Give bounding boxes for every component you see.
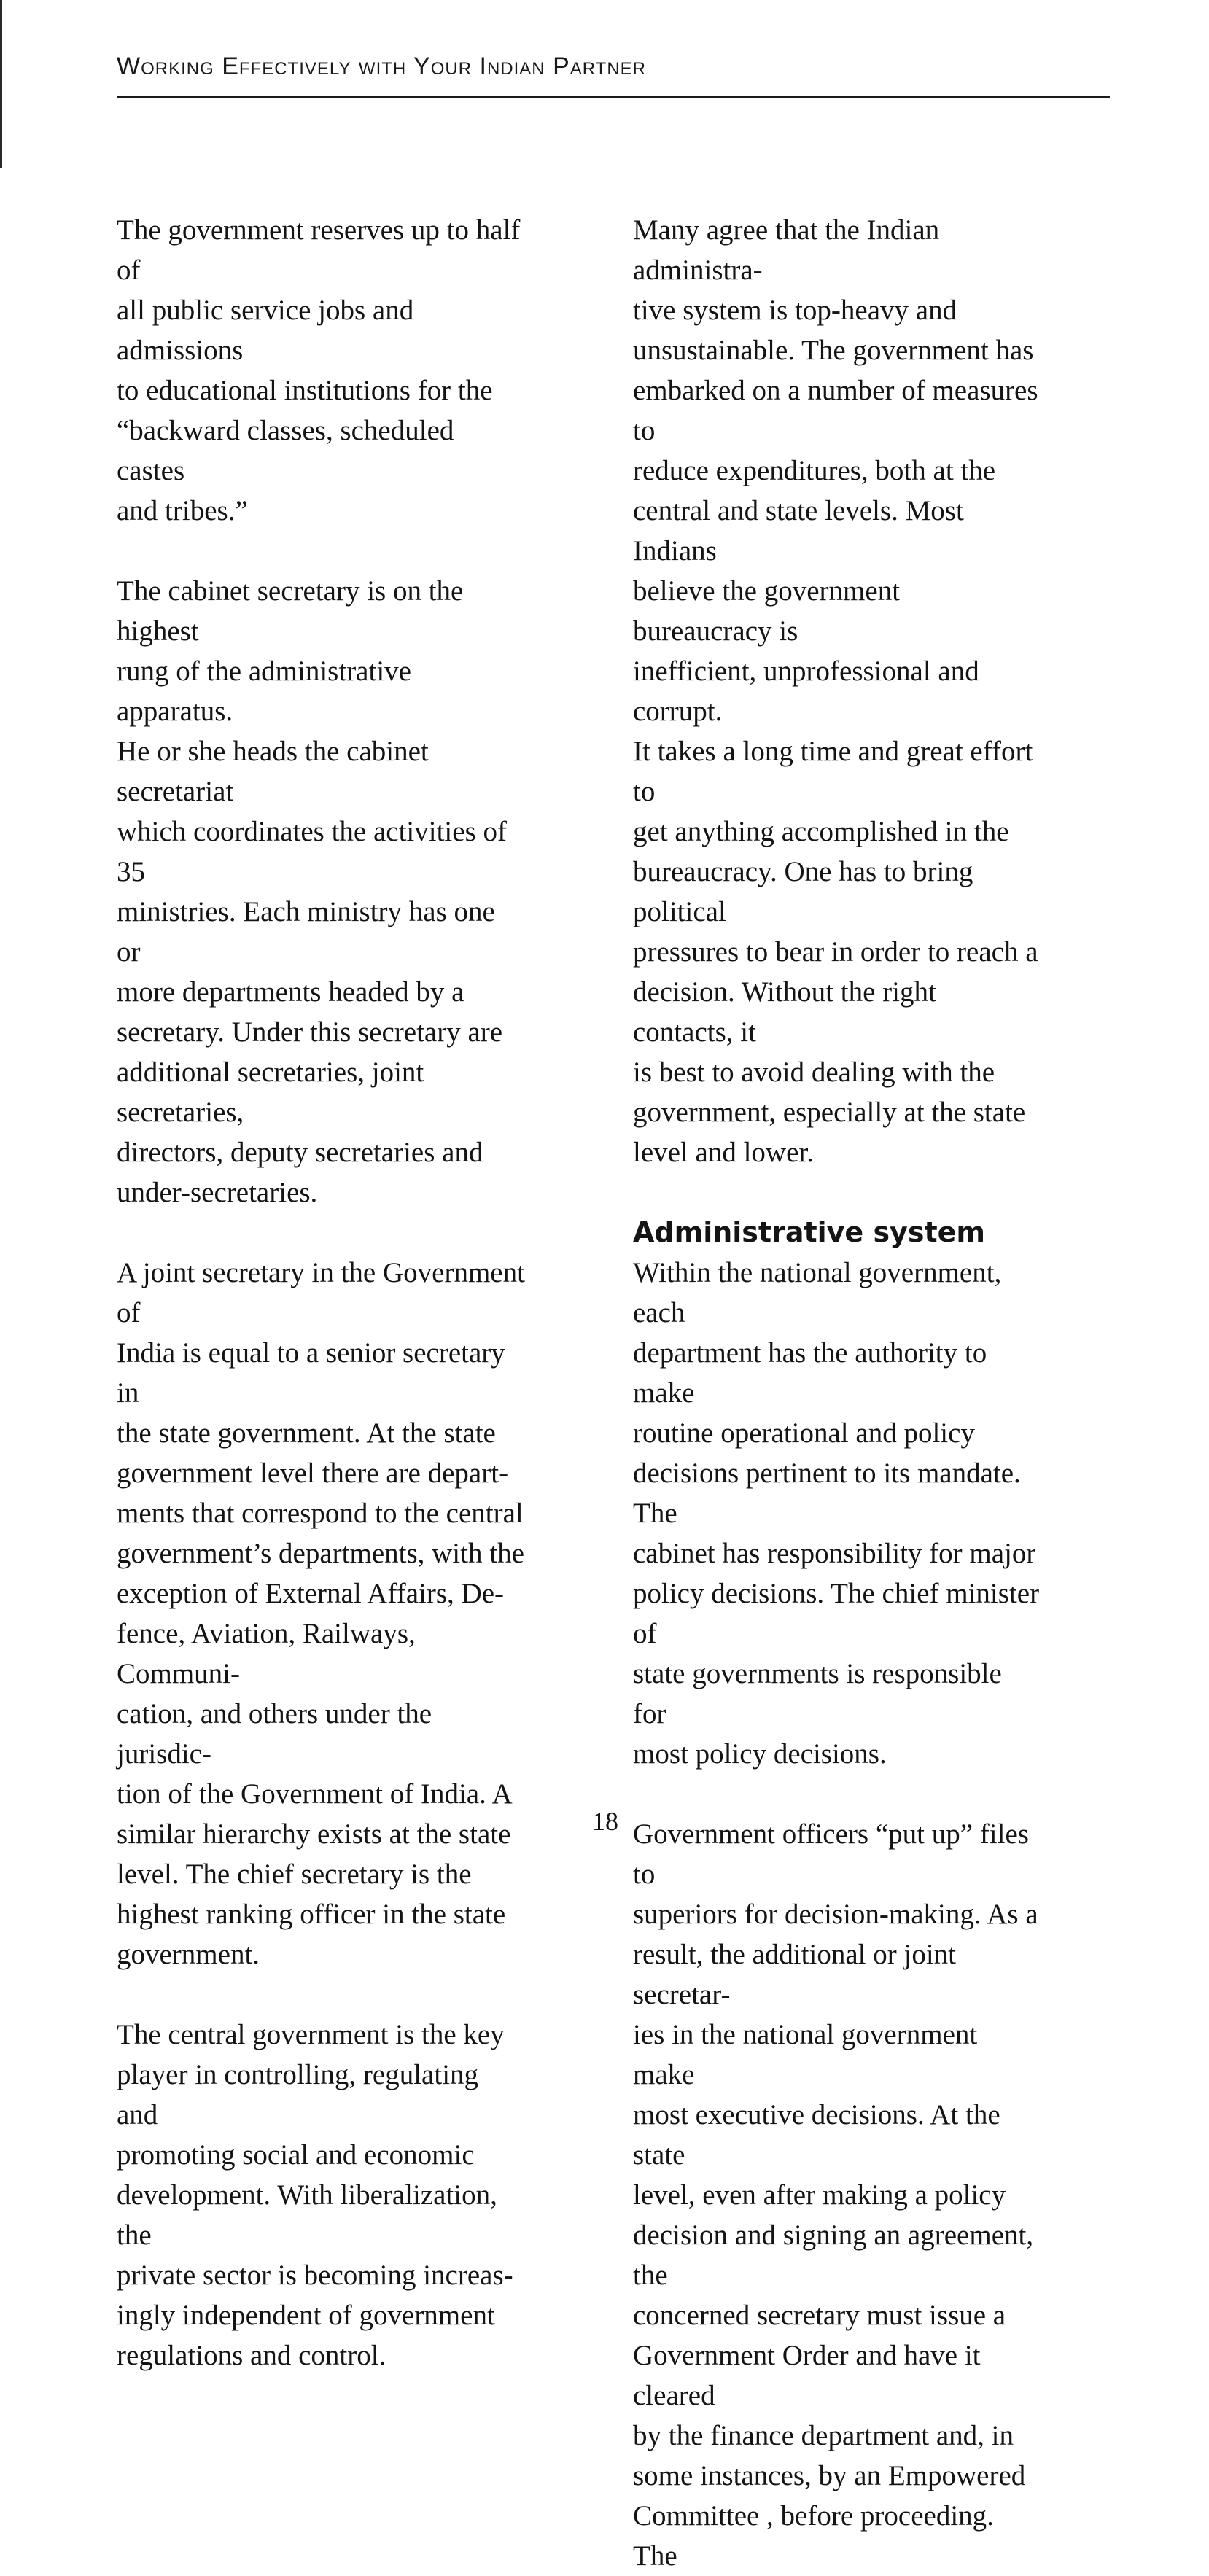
paragraph-top-heavy: Many agree that the Indian administra- tive system is top-heavy and unsustainable. The government has embarked on a number of measures to reduce expenditures, both at the central and state levels. Most Indians believe the government bureaucracy is inefficient, unprofessional and corrupt. It takes a long time and great effort to get anything accomplished in the bureaucracy. One has to bring political pressures to bear in order to reach a decision. Without the right contacts, it is best to avoid dealing with the government, especially at the state level and lower. [633, 214, 1038, 1168]
paragraph-joint-secretary: A joint secretary in the Government of India is equal to a senior secretary in the state government. At the state government level there are depart- ments that correspond to the central government’s departments, with the exception of External Affairs, De- fence, Aviation, Railways, Communi- cation, and others under the jurisdic- tion of the Government of India. A similar hierarchy exists at the state level. The chief secretary is the highest ranking officer in the state government. [117, 1257, 525, 1970]
paragraph-reservations: The government reserves up to half of all public service jobs and admissions to educational institutions for the “backward classes, scheduled castes and tribes.” [117, 214, 521, 526]
left-column [117, 210, 525, 2375]
section-heading-administrative-system: Administrative system [633, 1216, 985, 1248]
right-column [633, 210, 1041, 2576]
paragraph-cabinet-secretary: The cabinet secretary is on the highest rung of the administrative apparatus. He or she heads the cabinet secretariat which coordinates the activities of 35 ministries. Each ministry has one or more departments headed by a secretary. Under this secretary are additional secretaries, joint secretaries, directors, deputy secretaries and under-secretaries. [117, 575, 507, 1208]
paragraph-national-government: Within the national government, each department has the authority to make routine operational and policy decisions pertinent to its mandate. The cabinet has responsibility for major policy decisions. The chief minister of state governments is responsible for most policy decisions. [633, 1257, 1040, 1770]
running-header: Working Effectively with Your Indian Partner [117, 52, 646, 80]
page-number: 18 [592, 1807, 618, 1836]
paragraph-central-government: The central government is the key player in controlling, regulating and promoting social and economic development. With liberalization, the private sector is becoming increas- ingly independent of government regulations and control. [117, 2019, 513, 2371]
scan-edge-shadow [0, 0, 2, 168]
header-rule [117, 96, 1110, 98]
paragraph-put-up-files: Government officers “put up” files to superiors for decision-making. As a result, the additional or joint secretar- ies in the national government make most executive decisions. At the state level, even after making a policy decision and signing an agreement, the concerned secretary must issue a Government Order and have it cleared by the finance department and, in some instances, by an Empowered Committee , before proceeding. The [633, 1818, 1038, 2572]
